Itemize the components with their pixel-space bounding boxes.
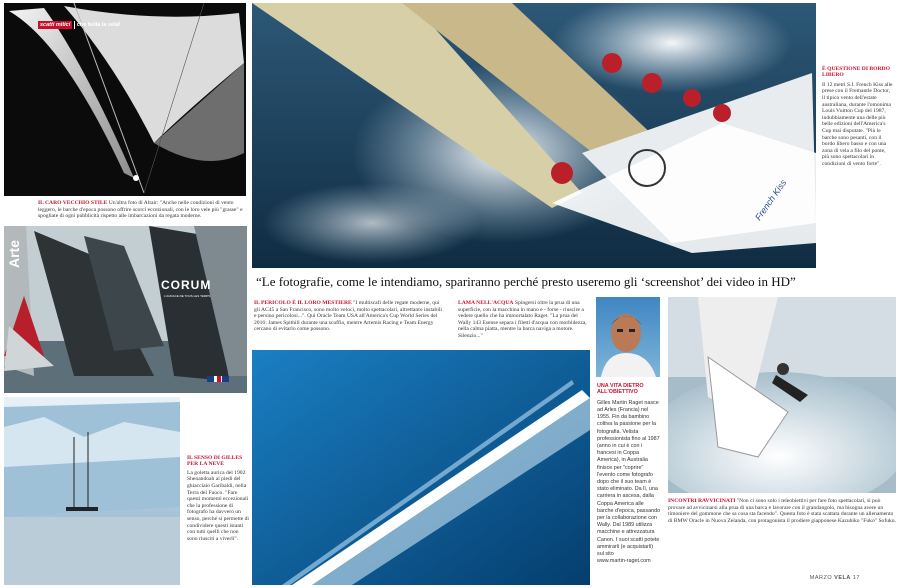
- caption-pericolo-title: IL PERICOLO È IL LORO MESTIERE: [254, 300, 352, 306]
- caption-bordo-title: È QUESTIONE DI BORDO LIBERO: [822, 66, 890, 79]
- caption-bordo-libero: [822, 66, 894, 168]
- photo-glacier-schooner: [4, 397, 180, 585]
- photo-bow-wave: [668, 297, 896, 493]
- caption-senso-title: IL SENSO DI GILLES PER LA NEVE: [187, 455, 243, 468]
- photo-classic-sail: [4, 3, 246, 196]
- caption-lama-text: Spingersi oltre la prua di una superficie, con la macchina in mano e - forse - riuscire a vedere quello che ha immortalato Raget. "La prua del Wally 143 Esense separa i filetti d'acqua con morbidezza, nella calma piatta, mentre la barca naviga a motore. Silenzio...": [458, 300, 587, 339]
- caption-caro-vecchio-stile: [38, 200, 246, 220]
- section-tag-left: scatti mitici: [40, 22, 71, 28]
- photo-wally-bow: [252, 350, 590, 585]
- bio-title: UNA VITA DIETRO ALL'OBIETTIVO: [597, 383, 644, 396]
- photo-gilles-portrait: [596, 297, 660, 377]
- bio-box: [597, 383, 661, 565]
- art-sail-label: Arte: [6, 239, 22, 268]
- photo-ac45-capsize: [4, 226, 247, 393]
- caption-lama-title: LAMA NELL'ACQUA: [458, 300, 514, 306]
- bio-site-link[interactable]: www.martin-raget.com: [597, 558, 651, 565]
- corum-tagline: L'AUDACE DE TOUS LES TEMPS: [164, 294, 211, 298]
- pull-quote: “Le fotografie, come le intendiamo, spariranno perché presto useremo gli ‘screenshot’ dei video in HD”: [256, 274, 796, 289]
- caption-incontri-title: INCONTRI RAVVICINATI: [668, 498, 736, 504]
- footer-magazine: VELA: [834, 575, 851, 581]
- caption-bordo-text: Il 12 metri S.I. French Kiss alle prese con il Fremantle Doctor, il tipico vento dell'estate australiana, durante l'omonima Louis Vuitton Cup del 1987, indubbiamente una delle più belle edizioni dell'America's Cup mai disputate. "Più le barche sono pesanti, con il bordo libero basso e con una zona di vela a filo del ponte, più sono spettacolari in condizioni di vento forte".: [822, 81, 893, 167]
- caption-caro-text: Un'altra foto di Altair: "Anche nelle condizioni di vento leggero, le barche d'epoca possono offrire scorci eccezionali, con le loro vele più "grasse" e spogliate di ogni pubblicità rispetto alle imbarcazioni da regata moderne.: [38, 200, 243, 220]
- caption-caro-title: IL CARO VECCHIO STILE: [38, 200, 108, 206]
- caption-senso-neve: [187, 455, 249, 542]
- caption-incontri: [668, 498, 896, 524]
- caption-pericolo: [254, 300, 444, 333]
- caption-senso-text: La goletta aurica del 1902 Shenandoah ai piedi del ghiacciaio Garibaldi, nella Terra del Fuoco. "Fare questi momenti eccezionali che la professione di fotografo ha davvero un senso, perché si permette di condividere questi istanti con tutti quelli che non sono riusciti a viverli".: [187, 469, 249, 542]
- page-footer: [810, 575, 860, 581]
- french-kiss-hull-label: French Kiss: [753, 177, 789, 223]
- section-tag-right: che bella la vela!: [74, 21, 123, 29]
- caption-lama-acqua: [458, 300, 588, 340]
- section-tag: [38, 22, 123, 28]
- footer-page-number: 17: [852, 575, 860, 581]
- caption-incontri-text: "Non ci sono solo i teleobiettivi per fare foto spettacolari, si può provare ad avvicinarsi alla prua di una barca e lavorare con il grandangolo, ma bisogna avere un timoniere del gommone che sa cosa sta facendo". Questa foto è stata scattata durante un allenamento di BMW Oracle in Nuova Zelanda, con protagonista il prodiere giapponese Kazuhiko "Fuko" Sofuku.: [668, 498, 897, 524]
- photo-french-kiss: [252, 3, 816, 268]
- bio-text: Gilles Martin Raget nasce ad Arles (Francia) nel 1955. Fin da bambino coltiva la passione per la fotografia. Velista professionista fino al 1987 (anno in cui è con i francesi in Coppa America), in Australia finisce per "coprire" l'evento come fotografo dopo che il suo team è stato eliminato. Da lì, una carriera in ascesa, dalla Coppa America alle barche d'epoca, passando per la collaborazione con Wally. Dal 1989 utilizza macchine e attrezzatura Canon. I suoi scatti potete ammirarli (e acquistarli) sul sito: [597, 399, 661, 558]
- caption-pericolo-text: "I multiscafi delle regate moderne, qui gli AC45 a San Francisco, sono molto veloci, molto spettacolari, altrettanto instabili e persino pericolosi...". Qui Oracle Team USA all'America's Cup World Series del 2016: James Spithill durante una scuffia, mentre Artemis Racing e Team Energy cercano di evitarlo come possono.: [254, 300, 442, 333]
- footer-month: MARZO: [809, 575, 833, 581]
- corum-logo: CORUM: [161, 278, 212, 292]
